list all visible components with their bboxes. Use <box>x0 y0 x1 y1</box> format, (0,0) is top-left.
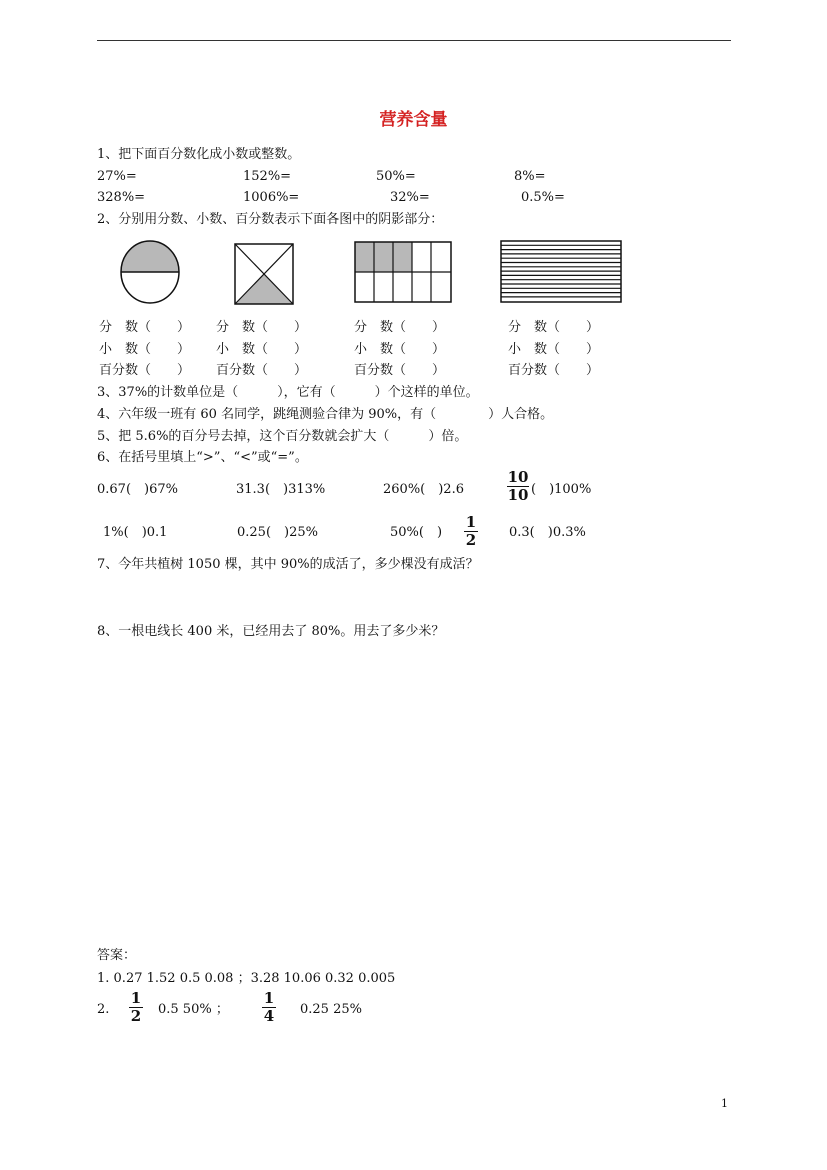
question-7: 7、今年共植树 1050 棵，其中 90%的成活了，多少棵没有成活？ <box>97 557 479 572</box>
question-2-stem: 2、分别用分数、小数、百分数表示下面各图中的阴影部分： <box>97 212 444 227</box>
q1-item: 328%= <box>97 190 146 205</box>
page-number: 1 <box>721 1097 728 1110</box>
percent-label: 百分数（ ） <box>508 363 600 378</box>
answer-line-2-middle: 0.5 50% ； <box>158 1002 229 1017</box>
fraction-label: 分 数（ ） <box>508 320 600 335</box>
decimal-label: 小 数（ ） <box>99 342 191 357</box>
decimal-label: 小 数（ ） <box>216 342 308 357</box>
q6-comparison: 260%( )2.6 <box>383 482 464 497</box>
fraction-ten-tenths <box>507 470 529 503</box>
half-shaded-circle-figure <box>118 239 182 305</box>
percent-label: 百分数（ ） <box>99 363 191 378</box>
q6-comparison: 31.3( )313% <box>236 482 326 497</box>
question-4: 4、六年级一班有 60 名同学，跳绳测验合律为 90%，有（ ）人合格。 <box>97 407 554 422</box>
answer-line-2-tail: 0.25 25% <box>300 1002 362 1017</box>
fraction-label: 分 数（ ） <box>354 320 446 335</box>
fraction-denominator: 4 <box>263 1007 275 1025</box>
q6-comparison: ( )100% <box>531 482 592 497</box>
fraction-numerator: 1 <box>263 989 275 1007</box>
fraction-one-half <box>464 515 478 548</box>
fraction-label: 分 数（ ） <box>99 320 191 335</box>
answer-line-2-prefix: 2. <box>97 1002 110 1017</box>
q1-item: 32%= <box>390 190 430 205</box>
fraction-numerator: 10 <box>507 468 529 486</box>
percent-label: 百分数（ ） <box>216 363 308 378</box>
q1-item: 50%= <box>376 169 416 184</box>
decimal-label: 小 数（ ） <box>508 342 600 357</box>
question-6-stem: 6、在括号里填上“>”、“<”或“=”。 <box>97 450 308 465</box>
answer-fraction-one-half <box>129 991 143 1024</box>
fraction-denominator: 2 <box>465 531 477 549</box>
q1-item: 1006%= <box>243 190 300 205</box>
answers-heading: 答案： <box>97 948 137 963</box>
q6-comparison: 0.3( )0.3% <box>509 525 586 540</box>
question-5: 5、把 5.6%的百分号去掉，这个百分数就会扩大（ ）倍。 <box>97 429 468 444</box>
fraction-numerator: 1 <box>130 989 142 1007</box>
question-1-stem: 1、把下面百分数化成小数或整数。 <box>97 147 301 162</box>
q6-comparison: 0.67( )67% <box>97 482 178 497</box>
q6-comparison: 50%( ) <box>390 525 443 540</box>
question-3: 3、37%的计数单位是（ ），它有（ ）个这样的单位。 <box>97 385 479 400</box>
fraction-denominator: 10 <box>507 486 529 504</box>
q1-item: 152%= <box>243 169 292 184</box>
page-title: 营养含量 <box>379 110 448 130</box>
quarter-shaded-square-figure <box>234 243 294 305</box>
percent-label: 百分数（ ） <box>354 363 446 378</box>
answer-line-1: 1. 0.27 1.52 0.5 0.08 ；3.28 10.06 0.32 0.005 <box>97 971 396 986</box>
q1-item: 8%= <box>514 169 546 184</box>
header-rule <box>97 40 731 41</box>
q1-item: 27%= <box>97 169 137 184</box>
fraction-numerator: 1 <box>465 513 477 531</box>
question-8: 8、一根电线长 400 米，已经用去了 80%。用去了多少米？ <box>97 624 445 639</box>
fraction-label: 分 数（ ） <box>216 320 308 335</box>
answer-fraction-one-quarter <box>262 991 276 1024</box>
decimal-label: 小 数（ ） <box>354 342 446 357</box>
q6-comparison: 1%( )0.1 <box>103 525 168 540</box>
q1-item: 0.5%= <box>521 190 565 205</box>
striped-rectangle-figure <box>500 240 622 303</box>
fraction-denominator: 2 <box>130 1007 142 1025</box>
q6-comparison: 0.25( )25% <box>237 525 318 540</box>
grid-shaded-figure <box>354 241 452 303</box>
